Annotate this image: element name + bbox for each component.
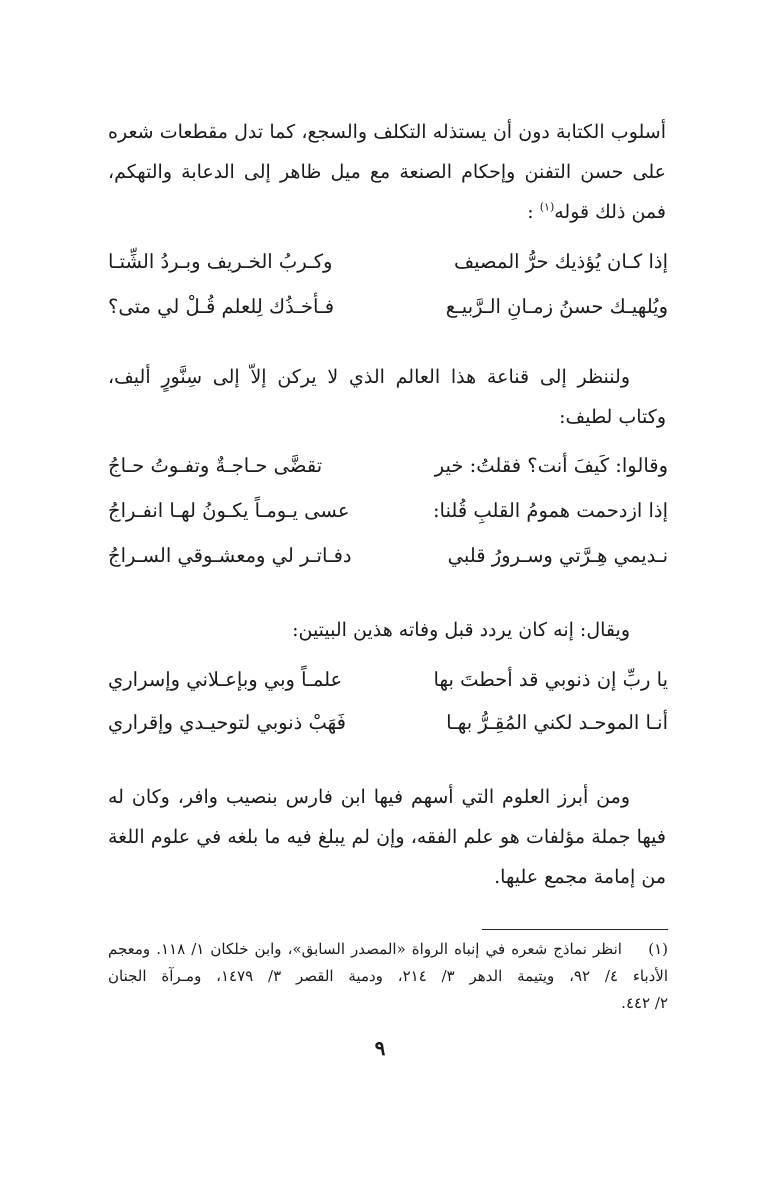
footnote-reference[interactable]: (١) [539, 200, 555, 214]
verse-second-hemistich: فـأخـذُك لِلعلم قُـلْ لي متى؟ [108, 295, 335, 318]
footnote-line: ٢/ ٤٤٢. [621, 994, 668, 1012]
text-line: على حسن التفنن وإحكام الصنعة مع ميل ظاهر إلى الدعابة والتهكم، [108, 161, 666, 183]
verse-first-hemistich: نـديمي هِـرَّتي وسـرورُ قلبي [447, 544, 668, 567]
text-line: أسلوب الكتابة دون أن يستذله التكلف والسجع، كما تدل مقطعات شعره [108, 121, 666, 143]
verse-first-hemistich: أنـا الموحـد لكني المُقِـرُّ بهـا [446, 711, 668, 734]
footnote-number: (١) [648, 940, 668, 958]
verse-first-hemistich: يا ربِّ إن ذنوبي قد أحطتَ بها [433, 668, 668, 691]
footnote-text: انظر نماذج شعره في إنباه الرواة «المصدر السابق»، وابن خلكان ١/ ١١٨. ومعجم [108, 940, 622, 958]
verse-line [108, 446, 668, 486]
verse-line [108, 536, 668, 576]
footnote-line [108, 936, 668, 963]
verse-second-hemistich: فَهَبْ ذنوبي لتوحيـدي وإقراري [108, 711, 346, 734]
text-line: من إمامة مجمع عليها. [494, 866, 666, 888]
verse-first-hemistich: إذا كـان يُؤذيك حرُّ المصيف [453, 250, 668, 273]
page-number: ٩ [374, 1036, 386, 1060]
verse-second-hemistich: وكـربُ الخـريف وبـردُ الشِّتـا [108, 250, 333, 273]
verse-line [108, 660, 668, 700]
paragraph-fiqh [108, 777, 666, 897]
verse-second-hemistich: دفـاتـر لي ومعشـوقي السـراجُ [108, 544, 352, 567]
paragraph-contentment [108, 357, 666, 437]
paragraph-intro [108, 112, 666, 232]
text-line: ومن أبرز العلوم التي أسهم فيها ابن فارس بنصيب وافر، وكان له [108, 786, 630, 808]
verse-first-hemistich: وقالوا: كَيفَ أنت؟ فقلتُ: خير [434, 454, 668, 477]
verse-second-hemistich: عسى يـومـاً يكـونُ لهـا انفـراجُ [108, 499, 350, 522]
paragraph-last-verses-intro [108, 610, 666, 650]
verse-first-hemistich: ويُلهيـك حسنُ زمـانِ الـرَّبيـع [445, 295, 668, 318]
verse-line [108, 287, 668, 327]
verse-first-hemistich: إذا ازدحمت همومُ القلبِ قُلنا: [432, 499, 668, 522]
verse-second-hemistich: علمـاً وبي وبإعـلاني وإسراري [108, 668, 343, 691]
text-segment: فمن ذلك قوله [554, 201, 666, 223]
footnote-line: الأدباء ٤/ ٩٢، ويتيمة الدهر ٣/ ٢١٤، ودمية القصر ٣/ ١٤٧٩، ومـرآة الجنان [108, 967, 668, 985]
text-line: ويقال: إنه كان يردد قبل وفاته هذين البيتين: [292, 619, 630, 641]
text-line [108, 192, 666, 232]
verse-line [108, 242, 668, 282]
verse-line [108, 491, 668, 531]
footnote-divider [482, 929, 668, 930]
text-segment: : [527, 201, 540, 223]
text-line: ولننظر إلى قناعة هذا العالم الذي لا يركن إلاّ إلى سِنَّورٍ أليف، [108, 366, 630, 388]
verse-second-hemistich: تقضَّى حـاجـةٌ وتفـوتُ حـاجُ [108, 454, 323, 477]
footnote [108, 936, 668, 1017]
verse-line [108, 703, 668, 743]
text-line: فيها جملة مؤلفات هو علم الفقه، وإن لم يبلغ فيه ما بلغه في علوم اللغة [108, 826, 666, 848]
text-line: وكتاب لطيف: [559, 406, 666, 428]
